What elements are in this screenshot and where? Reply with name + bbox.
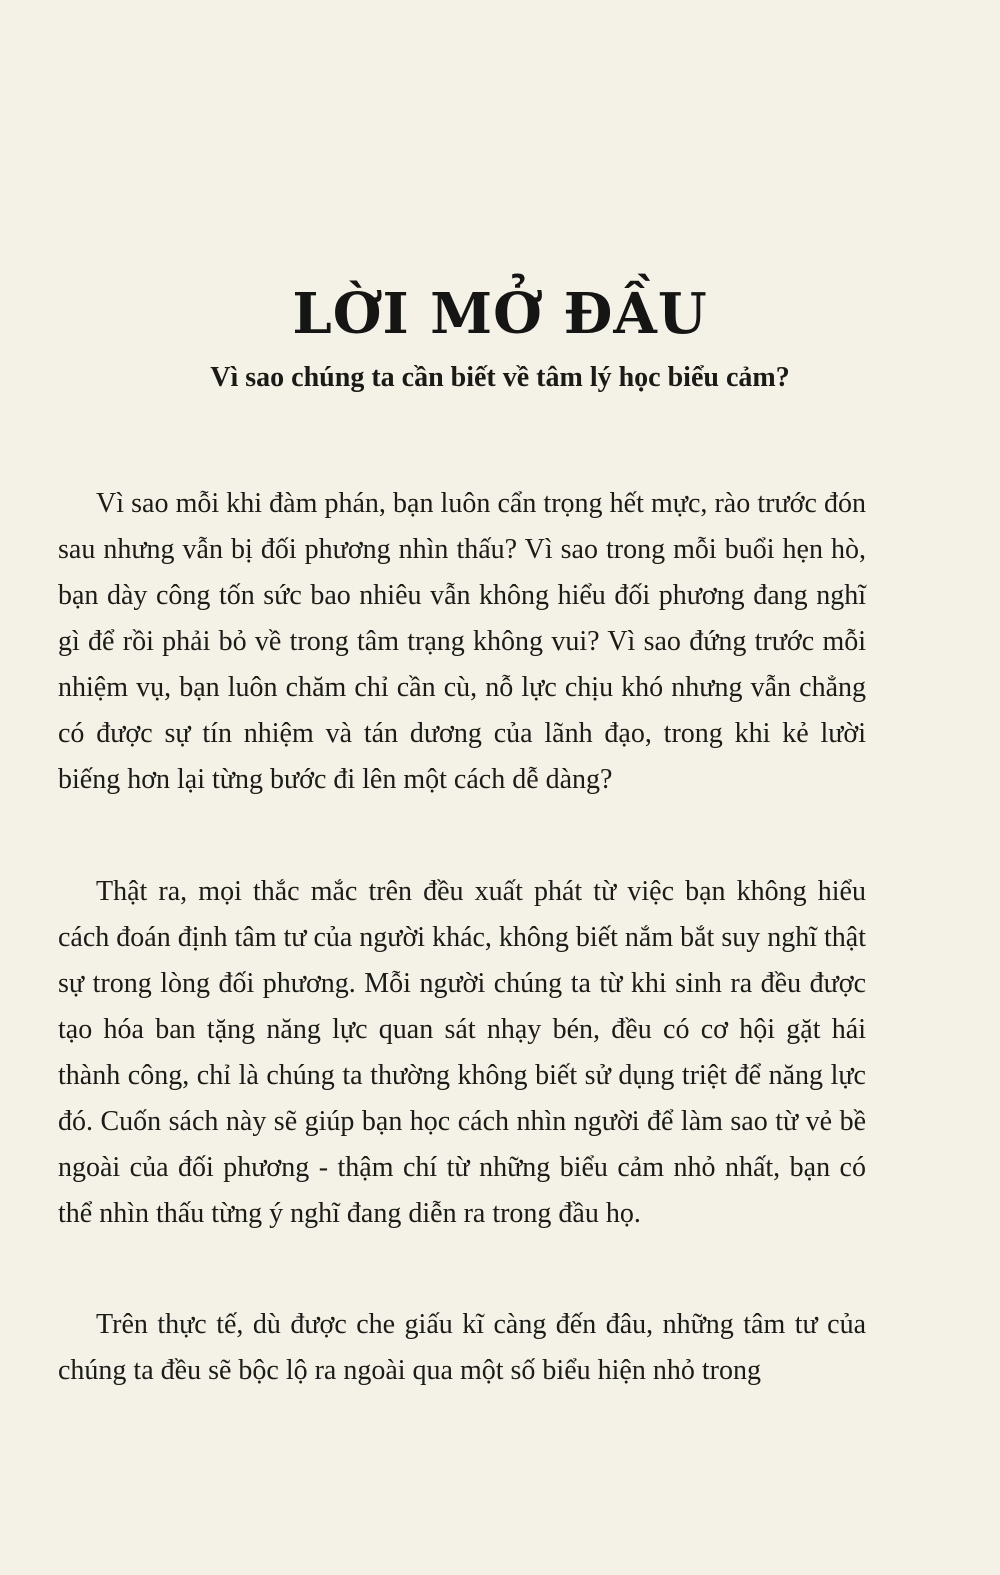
chapter-title: LỜI MỞ ĐẦU <box>292 281 708 347</box>
section-heading: Vì sao chúng ta cần biết về tâm lý học biểu cảm? <box>210 362 790 393</box>
paragraph-2: Thật ra, mọi thắc mắc trên đều xuất phát từ việc bạn không hiểu cách đoán định tâm tư của người khác, không biết nắm bắt suy nghĩ thật sự trong lòng đối phương. Mỗi người chúng ta từ khi sinh ra đều được tạo hóa ban tặng năng lực quan sát nhạy bén, đều có cơ hội gặt hái thành công, chỉ là chúng ta thường không biết sử dụng triệt để năng lực đó. Cuốn sách này sẽ giúp bạn học cách nhìn người để làm sao từ vẻ bề ngoài của đối phương - thậm chí từ những biểu cảm nhỏ nhất, bạn có thể nhìn thấu từng ý nghĩ đang diễn ra trong đầu họ. <box>58 876 866 1229</box>
paragraph-1: Vì sao mỗi khi đàm phán, bạn luôn cẩn trọng hết mực, rào trước đón sau nhưng vẫn bị đối phương nhìn thấu? Vì sao trong mỗi buổi hẹn hò, bạn dày công tốn sức bao nhiêu vẫn không hiểu đối phương đang nghĩ gì để rồi phải bỏ về trong tâm trạng không vui? Vì sao đứng trước mỗi nhiệm vụ, bạn luôn chăm chỉ cần cù, nỗ lực chịu khó nhưng vẫn chẳng có được sự tín nhiệm và tán dương của lãnh đạo, trong khi kẻ lười biếng hơn lại từng bước đi lên một cách dễ dàng? <box>58 488 866 795</box>
paragraph-3: Trên thực tế, dù được che giấu kĩ càng đến đâu, những tâm tư của chúng ta đều sẽ bộc lộ ra ngoài qua một số biểu hiện nhỏ trong <box>58 1309 866 1386</box>
